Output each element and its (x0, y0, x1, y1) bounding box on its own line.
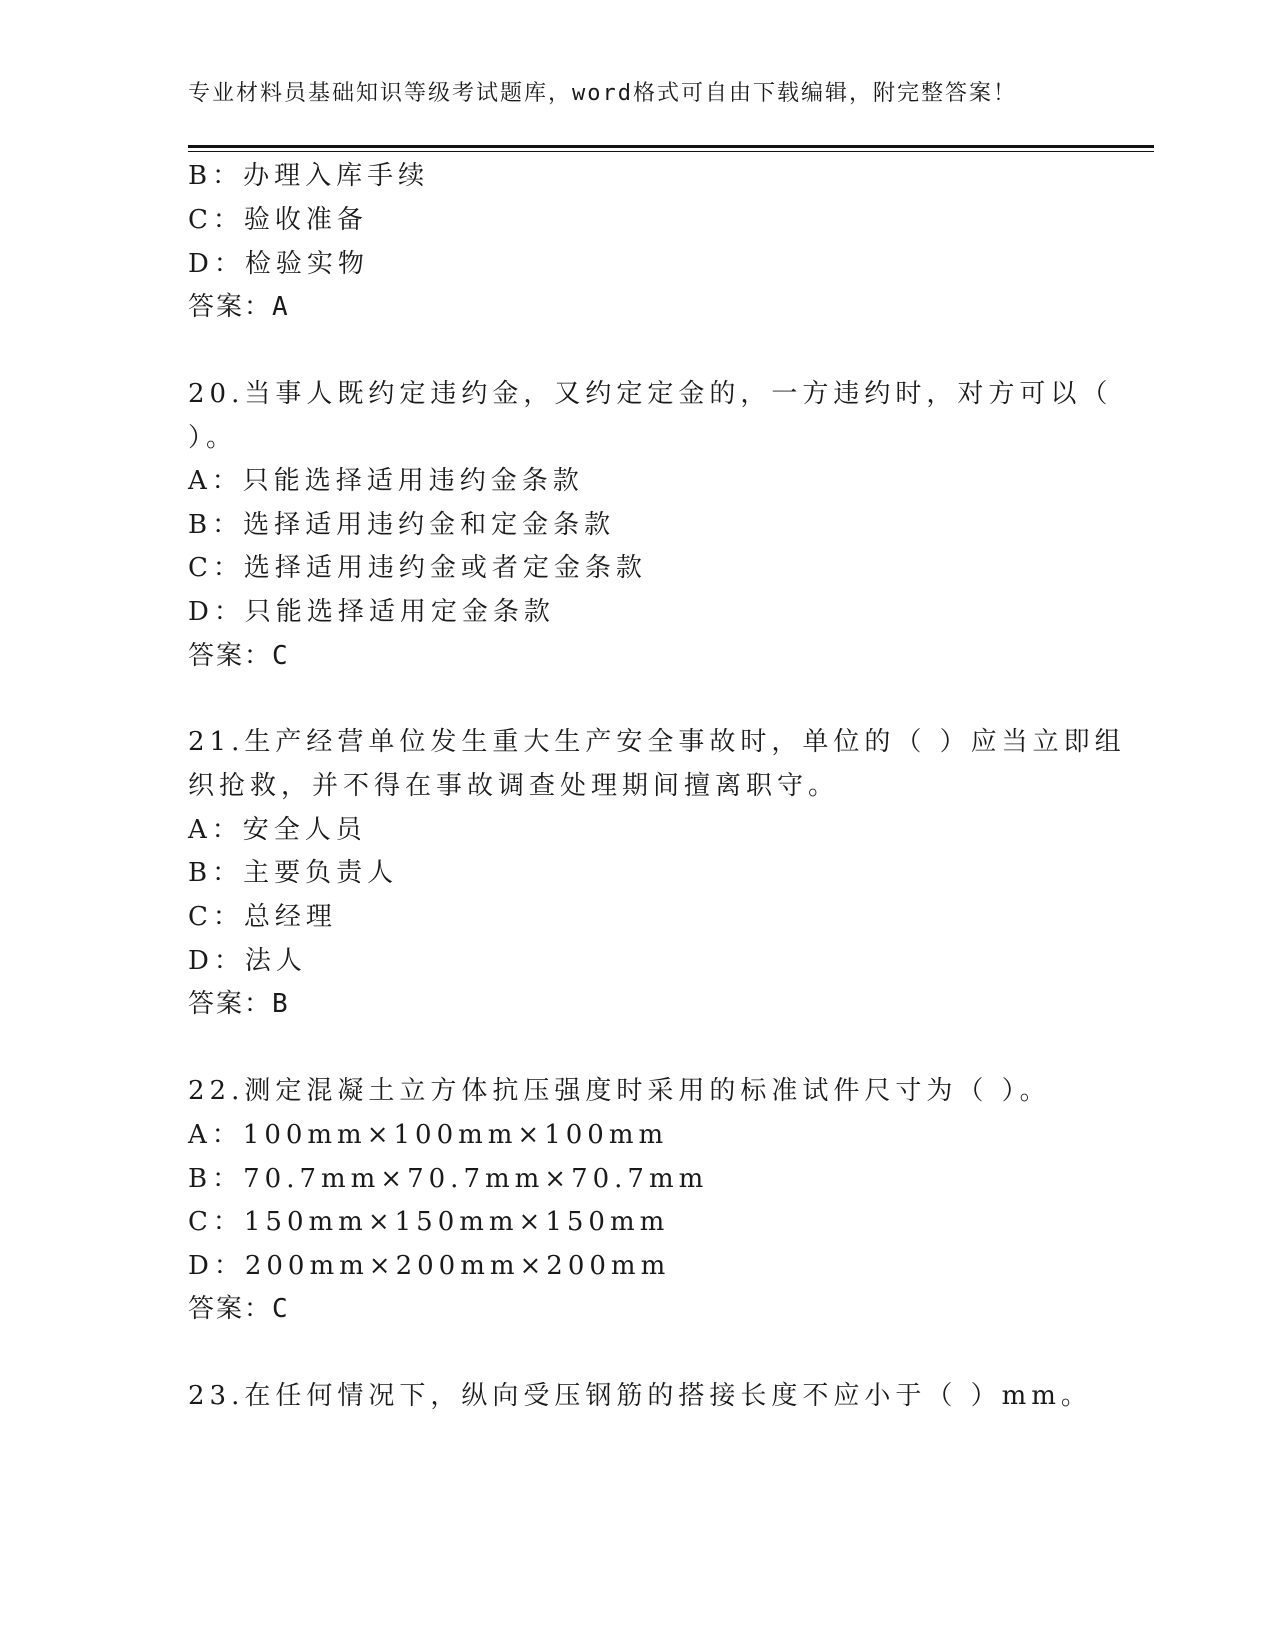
question-22-option-c: C：150mm×150mm×150mm (188, 1207, 670, 1237)
question-21-answer (188, 987, 290, 1021)
answer-label: 答案： (188, 641, 273, 671)
question-21-text-line-2: 织抢救，并不得在事故调查处理期间擅离职守。 (188, 771, 840, 801)
question-22-option-a: A：100mm×100mm×100mm (188, 1120, 669, 1150)
option-b: B：办理入库手续 (188, 161, 430, 191)
question-22-answer (188, 1292, 290, 1326)
question-21-text-line-1: 21.生产经营单位发生重大生产安全事故时，单位的（ ）应当立即组 (188, 727, 1126, 757)
question-22-text-line-1: 22.测定混凝土立方体抗压强度时采用的标准试件尺寸为（ ）。 (188, 1076, 1051, 1106)
question-20-answer (188, 639, 290, 673)
question-21-option-b: B：主要负责人 (188, 858, 399, 888)
question-21-option-c: C：总经理 (188, 902, 337, 932)
header-rule-thick (188, 145, 1154, 148)
answer-value: B (272, 989, 290, 1019)
question-20-option-b: B：选择适用违约金和定金条款 (188, 510, 616, 540)
answer-label: 答案： (188, 292, 273, 322)
answer-value: A (272, 292, 290, 322)
question-22-option-d: D：200mm×200mm×200mm (188, 1251, 671, 1281)
question-20-option-a: A：只能选择适用违约金条款 (188, 466, 584, 496)
question-20-option-c: C：选择适用违约金或者定金条款 (188, 553, 647, 583)
question-21-option-d: D：法人 (188, 946, 307, 976)
question-22-option-b: B：70.7mm×70.7mm×70.7mm (188, 1164, 709, 1194)
page-header-text: 专业材料员基础知识等级考试题库，word格式可自由下载编辑，附完整答案！ (188, 81, 1017, 106)
question-20-text-line-2: ）。 (188, 423, 238, 453)
answer-label: 答案： (188, 1294, 273, 1324)
question-20-option-d: D：只能选择适用定金条款 (188, 597, 555, 627)
question-21-option-a: A：安全人员 (188, 815, 367, 845)
question-20-text-line-1: 20.当事人既约定违约金，又约定定金的，一方违约时，对方可以（ (188, 379, 1113, 409)
question-23-text-line-1: 23.在任何情况下，纵向受压钢筋的搭接长度不应小于（ ）mm。 (188, 1381, 1092, 1411)
answer-value: C (272, 641, 290, 671)
option-c: C：验收准备 (188, 205, 368, 235)
answer-value: C (272, 1294, 290, 1324)
option-d: D：检验实物 (188, 249, 369, 279)
answer-label: 答案： (188, 989, 273, 1019)
header-rule-thin (188, 151, 1154, 152)
answer-line (188, 290, 290, 324)
